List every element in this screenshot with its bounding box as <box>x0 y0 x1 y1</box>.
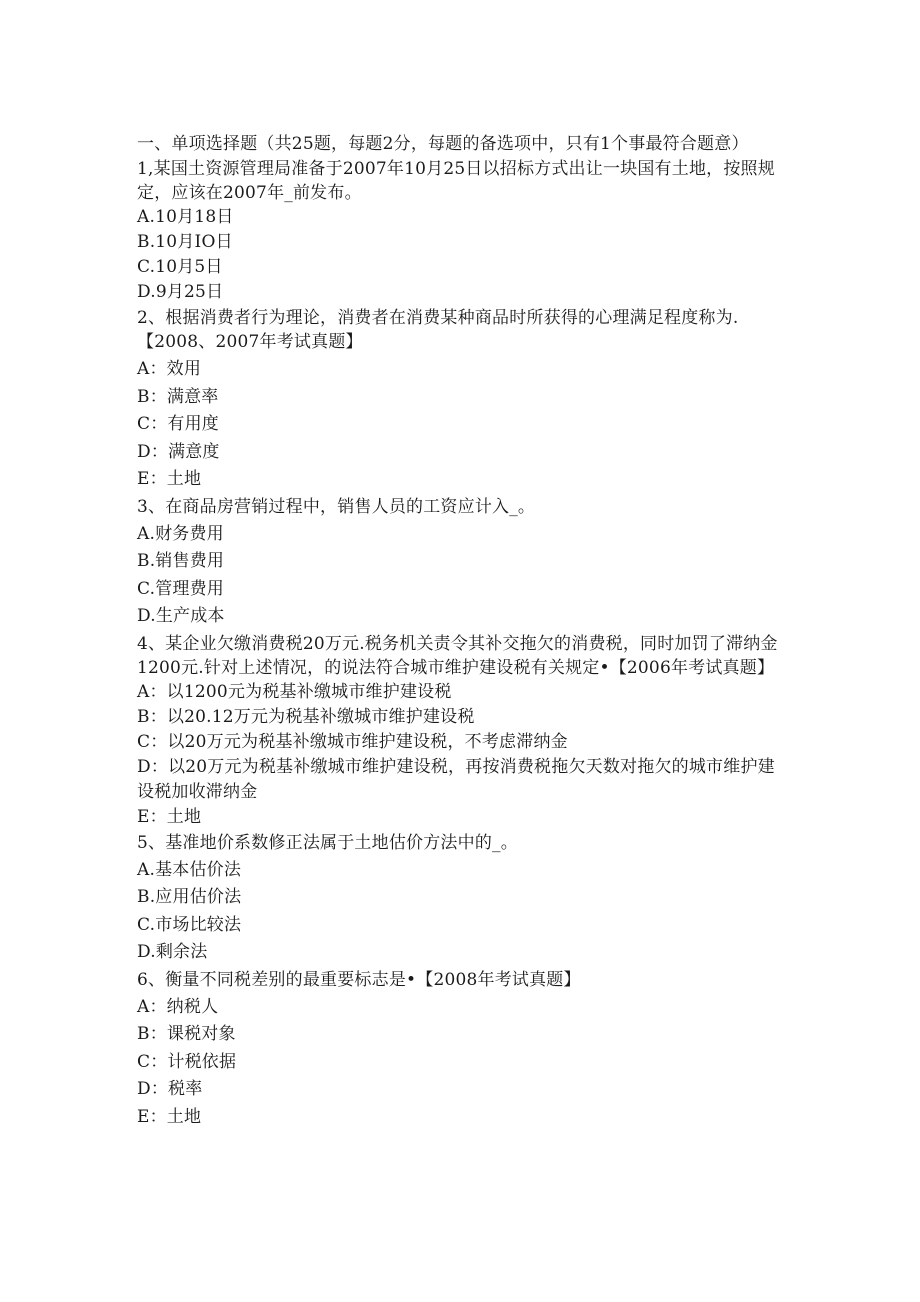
question-stem: 1,某国土资源管理局准备于2007年10月25日以招标方式出让一块国有土地，按照规定，应该在2007年_前发布。 <box>137 159 775 203</box>
option-c: C：计税依据 <box>137 1051 237 1072</box>
option-d: D.剩余法 <box>137 942 208 962</box>
option-b: B.销售费用 <box>137 551 225 571</box>
question-stem: 6、衡量不同税差别的最重要标志是•【2008年考试真题】 <box>137 969 581 990</box>
question-5 <box>137 831 787 967</box>
question-3 <box>137 495 787 631</box>
question-stem: 3、在商品房营销过程中，销售人员的工资应计入_。 <box>137 496 536 517</box>
question-1 <box>137 157 787 305</box>
option-c: C：以20万元为税基补缴城市维护建设税，不考虑滞纳金 <box>137 731 568 752</box>
question-stem: 5、基准地价系数修正法属于土地估价方法中的_。 <box>137 832 518 853</box>
option-e: E：土地 <box>137 469 202 489</box>
option-a: A：以1200元为税基补缴城市维护建设税 <box>137 681 452 702</box>
option-e: E：土地 <box>137 1106 202 1127</box>
option-a: A.10月18日 <box>137 207 234 227</box>
option-b: B.10月IO日 <box>137 232 233 252</box>
option-b: B.应用估价法 <box>137 887 242 907</box>
option-d: D：满意度 <box>137 441 220 462</box>
option-c: C.管理费用 <box>137 578 225 599</box>
option-b: B：以20.12万元为税基补缴城市维护建设税 <box>137 706 475 727</box>
option-d: D.生产成本 <box>137 606 225 626</box>
option-a: A.基本估价法 <box>137 859 242 880</box>
option-a: A：效用 <box>137 359 202 379</box>
option-c: C.10月5日 <box>137 257 223 277</box>
option-e: E：土地 <box>137 806 202 827</box>
question-stem: 4、某企业欠缴消费税20万元.税务机关责令其补交拖欠的消费税，同时加罚了滞纳金1200元.针对上述情况，的说法符合城市维护建设税有关规定•【2006年考试真题】 <box>137 633 778 678</box>
option-a: A：纳税人 <box>137 996 219 1017</box>
option-d: D.9月25日 <box>137 282 224 302</box>
option-a: A.财务费用 <box>137 523 224 544</box>
question-2 <box>137 306 787 494</box>
question-6 <box>137 968 787 1132</box>
option-c: C：有用度 <box>137 414 220 434</box>
option-b: B：课税对象 <box>137 1024 236 1044</box>
question-4 <box>137 632 787 830</box>
option-b: B：满意率 <box>137 386 219 407</box>
option-d: D：以20万元为税基补缴城市维护建设税，再按消费税拖欠天数对拖欠的城市维护建设税加收滞纳金 <box>137 756 775 802</box>
option-c: C.市场比较法 <box>137 914 242 935</box>
document-page <box>137 132 787 1131</box>
section-title: 一、单项选择题（共25题，每题2分，每题的备选项中，只有1个事最符合题意） <box>137 134 749 154</box>
option-d: D：税率 <box>137 1079 203 1099</box>
question-stem: 2、根据消费者行为理论，消费者在消费某种商品时所获得的心理满足程度称为.【2008、2007年考试真题】 <box>137 308 739 352</box>
